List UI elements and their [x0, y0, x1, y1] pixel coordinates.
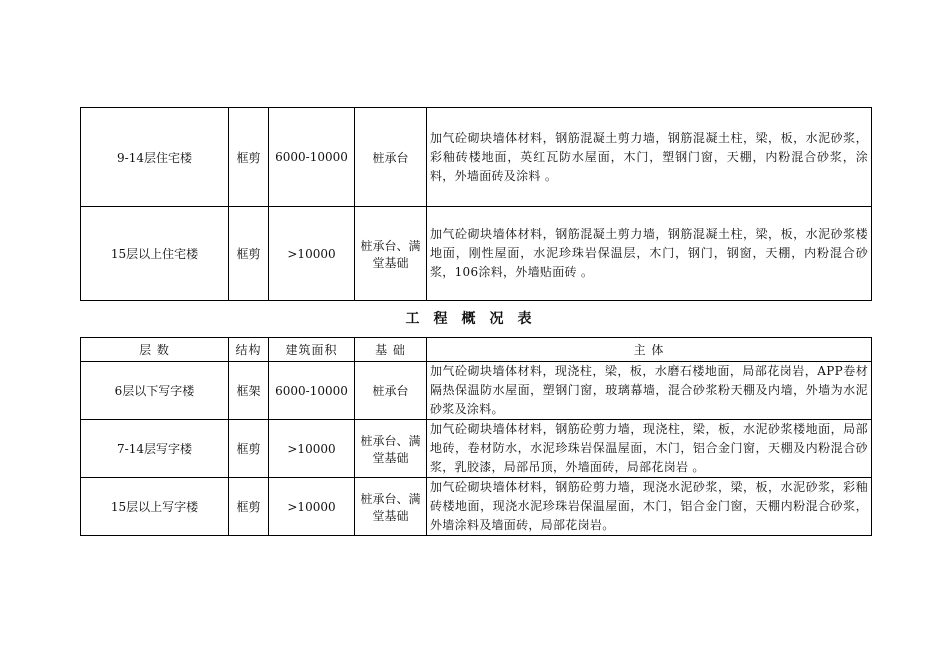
header-floors: 层 数 — [81, 338, 229, 362]
table-row — [81, 478, 872, 536]
area-cell: >10000 — [269, 478, 355, 536]
structure-cell: 框剪 — [229, 207, 269, 301]
structure-cell: 框架 — [229, 362, 269, 420]
main-body-cell: 加气砼砌块墙体材料，钢筋混凝土剪力墙，钢筋混凝土柱，梁，板，水泥砂浆楼地面，刚性屋面，水泥珍珠岩保温层，木门，钢门，钢窗，天棚，内粉混合砂浆，106涂料，外墙贴面砖 。 — [427, 207, 872, 301]
foundation-cell: 桩承台、满堂基础 — [355, 478, 427, 536]
header-area: 建筑面积 — [269, 338, 355, 362]
table-row — [81, 362, 872, 420]
floors-cell: 15层以上写字楼 — [81, 478, 229, 536]
floors-cell: 7-14层写字楼 — [81, 420, 229, 478]
area-cell: 6000-10000 — [269, 108, 355, 207]
table-row — [81, 420, 872, 478]
floors-cell: 6层以下写字楼 — [81, 362, 229, 420]
header-foundation: 基 础 — [355, 338, 427, 362]
floors-cell: 9-14层住宅楼 — [81, 108, 229, 207]
table-row — [81, 108, 872, 207]
building-table-residential — [80, 107, 872, 301]
header-main: 主 体 — [427, 338, 872, 362]
foundation-cell: 桩承台 — [355, 108, 427, 207]
table-header-row — [81, 338, 872, 362]
foundation-cell: 桩承台 — [355, 362, 427, 420]
floors-cell: 15层以上住宅楼 — [81, 207, 229, 301]
main-body-cell: 加气砼砌块墙体材料，钢筋砼剪力墙，现浇水泥砂浆，梁，板，水泥砂浆，彩釉砖楼地面，现浇水泥珍珠岩保温屋面，木门，铝合金门窗，天棚内粉混合砂浆，外墙涂料及墙面砖，局部花岗岩。 — [427, 478, 872, 536]
table-row — [81, 207, 872, 301]
table-title: 工程概况表 — [405, 311, 546, 327]
foundation-cell: 桩承台、满堂基础 — [355, 207, 427, 301]
structure-cell: 框剪 — [229, 420, 269, 478]
header-structure: 结构 — [229, 338, 269, 362]
building-table-office — [80, 337, 872, 536]
foundation-cell: 桩承台、满堂基础 — [355, 420, 427, 478]
main-body-cell: 加气砼砌块墙体材料，钢筋混凝土剪力墙，钢筋混凝土柱，梁，板，水泥砂浆，彩釉砖楼地面，英红瓦防水屋面，木门，塑钢门窗，天棚，内粉混合砂浆，涂料，外墙面砖及涂料 。 — [427, 108, 872, 207]
area-cell: 6000-10000 — [269, 362, 355, 420]
area-cell: >10000 — [269, 420, 355, 478]
main-body-cell: 加气砼砌块墙体材料，现浇柱，梁，板，水磨石楼地面，局部花岗岩，APP卷材隔热保温防水屋面，塑钢门窗，玻璃幕墙，混合砂浆粉天棚及内墙，外墙为水泥砂浆及涂料。 — [427, 362, 872, 420]
main-body-cell: 加气砼砌块墙体材料，钢筋砼剪力墙，现浇柱，梁，板，水泥砂浆楼地面，局部地砖，卷材防水，水泥珍珠岩保温屋面，木门，铝合金门窗，天棚及内粉混合砂浆，乳胶漆，局部吊顶，外墙面砖，局部花岗岩 。 — [427, 420, 872, 478]
structure-cell: 框剪 — [229, 478, 269, 536]
structure-cell: 框剪 — [229, 108, 269, 207]
area-cell: >10000 — [269, 207, 355, 301]
